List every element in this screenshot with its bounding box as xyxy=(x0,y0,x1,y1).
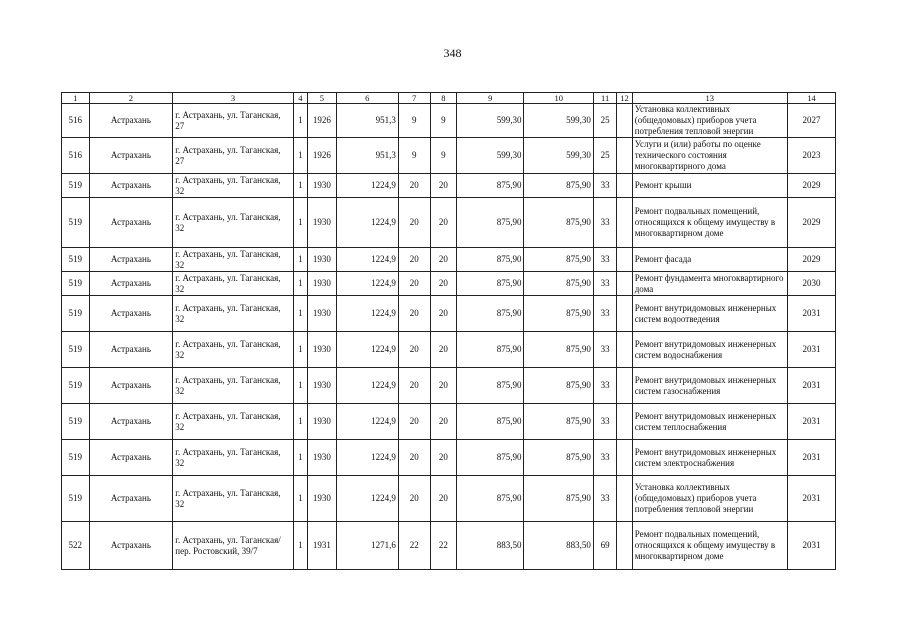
work-type-cell: Ремонт подвальных помещений, относящихся к общему имуществу в многоквартирном доме xyxy=(632,522,787,570)
column-number-1: 1 xyxy=(62,93,90,104)
total-area-cell: 1224,9 xyxy=(336,404,398,440)
municipality-cell: Астрахань xyxy=(89,440,173,476)
municipality-cell: Астрахань xyxy=(89,104,173,138)
col-4-cell: 1 xyxy=(293,404,307,440)
address-cell: г. Астрахань, ул. Таганская, 32 xyxy=(173,476,293,522)
col-7-cell: 20 xyxy=(398,272,430,296)
col-8-cell: 9 xyxy=(430,104,457,138)
col-10-cell: 599,30 xyxy=(524,104,593,138)
col-7-cell: 20 xyxy=(398,440,430,476)
table-row xyxy=(62,296,836,332)
address-cell: г. Астрахань, ул. Таганская, 32 xyxy=(173,440,293,476)
table-row xyxy=(62,368,836,404)
col-4-cell: 1 xyxy=(293,198,307,248)
year-built-cell: 1930 xyxy=(308,404,337,440)
col-7-cell: 20 xyxy=(398,248,430,272)
col-9-cell: 875,90 xyxy=(457,368,524,404)
col-10-cell: 875,90 xyxy=(524,248,593,272)
planned-year-cell: 2031 xyxy=(787,296,835,332)
year-built-cell: 1930 xyxy=(308,248,337,272)
col-8-cell: 20 xyxy=(430,332,457,368)
total-area-cell: 1224,9 xyxy=(336,368,398,404)
address-cell: г. Астрахань, ул. Таганская, 32 xyxy=(173,198,293,248)
col-4-cell: 1 xyxy=(293,272,307,296)
col-4-cell: 1 xyxy=(293,104,307,138)
col-9-cell: 875,90 xyxy=(457,248,524,272)
municipality-cell: Астрахань xyxy=(89,138,173,174)
municipality-cell: Астрахань xyxy=(89,272,173,296)
col-4-cell: 1 xyxy=(293,248,307,272)
column-number-14: 14 xyxy=(787,93,835,104)
planned-year-cell: 2029 xyxy=(787,174,835,198)
col-8-cell: 20 xyxy=(430,174,457,198)
address-cell: г. Астрахань, ул. Таганская, 32 xyxy=(173,368,293,404)
column-number-6: 6 xyxy=(336,93,398,104)
address-cell: г. Астрахань, ул. Таганская, 32 xyxy=(173,332,293,368)
work-type-cell: Ремонт внутридомовых инженерных систем электроснабжения xyxy=(632,440,787,476)
total-area-cell: 951,3 xyxy=(336,104,398,138)
object-number-cell: 519 xyxy=(62,174,90,198)
planned-year-cell: 2029 xyxy=(787,198,835,248)
col-8-cell: 22 xyxy=(430,522,457,570)
col-7-cell: 20 xyxy=(398,404,430,440)
col-8-cell: 20 xyxy=(430,198,457,248)
work-type-cell: Установка коллективных (общедомовых) приборов учета потребления тепловой энергии xyxy=(632,476,787,522)
col-10-cell: 875,90 xyxy=(524,368,593,404)
address-cell: г. Астрахань, ул. Таганская, 27 xyxy=(173,104,293,138)
col-12-cell xyxy=(617,174,632,198)
work-type-cell: Установка коллективных (общедомовых) приборов учета потребления тепловой энергии xyxy=(632,104,787,138)
year-built-cell: 1931 xyxy=(308,522,337,570)
column-number-13: 13 xyxy=(632,93,787,104)
column-number-8: 8 xyxy=(430,93,457,104)
col-8-cell: 20 xyxy=(430,476,457,522)
col-7-cell: 20 xyxy=(398,296,430,332)
col-7-cell: 9 xyxy=(398,104,430,138)
municipality-cell: Астрахань xyxy=(89,332,173,368)
column-number-11: 11 xyxy=(593,93,616,104)
year-built-cell: 1930 xyxy=(308,174,337,198)
municipality-cell: Астрахань xyxy=(89,368,173,404)
total-area-cell: 1224,9 xyxy=(336,174,398,198)
col-12-cell xyxy=(617,272,632,296)
year-built-cell: 1930 xyxy=(308,440,337,476)
work-type-cell: Ремонт внутридомовых инженерных систем водоотведения xyxy=(632,296,787,332)
col-11-cell: 33 xyxy=(593,248,616,272)
column-number-7: 7 xyxy=(398,93,430,104)
table-row xyxy=(62,248,836,272)
object-number-cell: 519 xyxy=(62,332,90,368)
table-row xyxy=(62,332,836,368)
col-11-cell: 69 xyxy=(593,522,616,570)
col-7-cell: 20 xyxy=(398,368,430,404)
col-4-cell: 1 xyxy=(293,440,307,476)
col-10-cell: 875,90 xyxy=(524,296,593,332)
col-4-cell: 1 xyxy=(293,522,307,570)
col-11-cell: 25 xyxy=(593,104,616,138)
col-12-cell xyxy=(617,476,632,522)
column-number-12: 12 xyxy=(617,93,632,104)
col-12-cell xyxy=(617,248,632,272)
col-12-cell xyxy=(617,104,632,138)
col-10-cell: 883,50 xyxy=(524,522,593,570)
col-4-cell: 1 xyxy=(293,476,307,522)
col-10-cell: 875,90 xyxy=(524,440,593,476)
object-number-cell: 519 xyxy=(62,440,90,476)
col-10-cell: 875,90 xyxy=(524,272,593,296)
table-row xyxy=(62,404,836,440)
col-11-cell: 33 xyxy=(593,404,616,440)
col-8-cell: 20 xyxy=(430,296,457,332)
table-row xyxy=(62,476,836,522)
col-10-cell: 875,90 xyxy=(524,404,593,440)
table-row xyxy=(62,174,836,198)
col-12-cell xyxy=(617,332,632,368)
col-8-cell: 20 xyxy=(430,404,457,440)
col-9-cell: 875,90 xyxy=(457,440,524,476)
year-built-cell: 1926 xyxy=(308,138,337,174)
col-11-cell: 33 xyxy=(593,368,616,404)
table-row xyxy=(62,522,836,570)
address-cell: г. Астрахань, ул. Таганская, 32 xyxy=(173,174,293,198)
total-area-cell: 1224,9 xyxy=(336,332,398,368)
col-11-cell: 33 xyxy=(593,198,616,248)
col-12-cell xyxy=(617,198,632,248)
municipality-cell: Астрахань xyxy=(89,198,173,248)
col-7-cell: 9 xyxy=(398,138,430,174)
table-row xyxy=(62,440,836,476)
object-number-cell: 516 xyxy=(62,104,90,138)
column-number-9: 9 xyxy=(457,93,524,104)
col-10-cell: 599,30 xyxy=(524,138,593,174)
col-11-cell: 25 xyxy=(593,138,616,174)
col-4-cell: 1 xyxy=(293,174,307,198)
planned-year-cell: 2023 xyxy=(787,138,835,174)
total-area-cell: 1224,9 xyxy=(336,248,398,272)
total-area-cell: 1224,9 xyxy=(336,272,398,296)
year-built-cell: 1930 xyxy=(308,476,337,522)
col-4-cell: 1 xyxy=(293,332,307,368)
col-7-cell: 22 xyxy=(398,522,430,570)
col-10-cell: 875,90 xyxy=(524,174,593,198)
column-number-10: 10 xyxy=(524,93,593,104)
column-number-4: 4 xyxy=(293,93,307,104)
col-11-cell: 33 xyxy=(593,296,616,332)
object-number-cell: 519 xyxy=(62,272,90,296)
col-9-cell: 875,90 xyxy=(457,476,524,522)
planned-year-cell: 2029 xyxy=(787,248,835,272)
col-9-cell: 875,90 xyxy=(457,272,524,296)
planned-year-cell: 2031 xyxy=(787,440,835,476)
work-type-cell: Ремонт внутридомовых инженерных систем газоснабжения xyxy=(632,368,787,404)
col-8-cell: 20 xyxy=(430,368,457,404)
table-row xyxy=(62,104,836,138)
address-cell: г. Астрахань, ул. Таганская, 27 xyxy=(173,138,293,174)
work-type-cell: Ремонт внутридомовых инженерных систем теплоснабжения xyxy=(632,404,787,440)
col-10-cell: 875,90 xyxy=(524,332,593,368)
work-type-cell: Услуги и (или) работы по оценке технического состояния многоквартирного дома xyxy=(632,138,787,174)
col-11-cell: 33 xyxy=(593,332,616,368)
col-10-cell: 875,90 xyxy=(524,476,593,522)
address-cell: г. Астрахань, ул. Таганская, 32 xyxy=(173,248,293,272)
object-number-cell: 522 xyxy=(62,522,90,570)
col-12-cell xyxy=(617,440,632,476)
col-9-cell: 599,30 xyxy=(457,104,524,138)
col-4-cell: 1 xyxy=(293,138,307,174)
object-number-cell: 519 xyxy=(62,368,90,404)
municipality-cell: Астрахань xyxy=(89,476,173,522)
total-area-cell: 1224,9 xyxy=(336,476,398,522)
col-11-cell: 33 xyxy=(593,174,616,198)
col-9-cell: 875,90 xyxy=(457,174,524,198)
col-4-cell: 1 xyxy=(293,296,307,332)
planned-year-cell: 2031 xyxy=(787,404,835,440)
object-number-cell: 519 xyxy=(62,296,90,332)
col-7-cell: 20 xyxy=(398,174,430,198)
year-built-cell: 1930 xyxy=(308,332,337,368)
year-built-cell: 1930 xyxy=(308,368,337,404)
work-type-cell: Ремонт фасада xyxy=(632,248,787,272)
column-number-2: 2 xyxy=(89,93,173,104)
column-number-5: 5 xyxy=(308,93,337,104)
col-9-cell: 875,90 xyxy=(457,198,524,248)
year-built-cell: 1930 xyxy=(308,272,337,296)
col-9-cell: 883,50 xyxy=(457,522,524,570)
col-11-cell: 33 xyxy=(593,440,616,476)
col-10-cell: 875,90 xyxy=(524,198,593,248)
col-12-cell xyxy=(617,368,632,404)
col-9-cell: 875,90 xyxy=(457,332,524,368)
planned-year-cell: 2031 xyxy=(787,476,835,522)
municipality-cell: Астрахань xyxy=(89,174,173,198)
col-12-cell xyxy=(617,522,632,570)
object-number-cell: 519 xyxy=(62,476,90,522)
object-number-cell: 519 xyxy=(62,404,90,440)
address-cell: г. Астрахань, ул. Таганская, 32 xyxy=(173,404,293,440)
work-type-cell: Ремонт внутридомовых инженерных систем водоснабжения xyxy=(632,332,787,368)
col-9-cell: 875,90 xyxy=(457,296,524,332)
table-body xyxy=(62,104,836,570)
col-8-cell: 9 xyxy=(430,138,457,174)
col-9-cell: 875,90 xyxy=(457,404,524,440)
object-number-cell: 519 xyxy=(62,248,90,272)
column-number-row xyxy=(62,93,836,104)
col-9-cell: 599,30 xyxy=(457,138,524,174)
work-type-cell: Ремонт фундамента многоквартирного дома xyxy=(632,272,787,296)
col-7-cell: 20 xyxy=(398,476,430,522)
year-built-cell: 1930 xyxy=(308,198,337,248)
col-12-cell xyxy=(617,296,632,332)
col-12-cell xyxy=(617,404,632,440)
municipality-cell: Астрахань xyxy=(89,296,173,332)
col-11-cell: 33 xyxy=(593,272,616,296)
address-cell: г. Астрахань, ул. Таганская, 32 xyxy=(173,296,293,332)
municipality-cell: Астрахань xyxy=(89,248,173,272)
total-area-cell: 1224,9 xyxy=(336,296,398,332)
planned-year-cell: 2030 xyxy=(787,272,835,296)
col-8-cell: 20 xyxy=(430,248,457,272)
column-number-3: 3 xyxy=(173,93,293,104)
work-type-cell: Ремонт крыши xyxy=(632,174,787,198)
year-built-cell: 1926 xyxy=(308,104,337,138)
col-8-cell: 20 xyxy=(430,440,457,476)
address-cell: г. Астрахань, ул. Таганская, 32 xyxy=(173,272,293,296)
table-row xyxy=(62,198,836,248)
col-7-cell: 20 xyxy=(398,198,430,248)
object-number-cell: 519 xyxy=(62,198,90,248)
year-built-cell: 1930 xyxy=(308,296,337,332)
planned-year-cell: 2031 xyxy=(787,368,835,404)
col-7-cell: 20 xyxy=(398,332,430,368)
address-cell: г. Астрахань, ул. Таганская/пер. Ростовский, 39/7 xyxy=(173,522,293,570)
total-area-cell: 1271,6 xyxy=(336,522,398,570)
planned-year-cell: 2031 xyxy=(787,332,835,368)
total-area-cell: 951,3 xyxy=(336,138,398,174)
planned-year-cell: 2031 xyxy=(787,522,835,570)
total-area-cell: 1224,9 xyxy=(336,198,398,248)
col-11-cell: 33 xyxy=(593,476,616,522)
capital-repair-table xyxy=(61,92,836,570)
col-12-cell xyxy=(617,138,632,174)
page-number: 348 xyxy=(443,46,462,60)
planned-year-cell: 2027 xyxy=(787,104,835,138)
table-row xyxy=(62,272,836,296)
work-type-cell: Ремонт подвальных помещений, относящихся к общему имуществу в многоквартирном доме xyxy=(632,198,787,248)
object-number-cell: 516 xyxy=(62,138,90,174)
table-row xyxy=(62,138,836,174)
col-4-cell: 1 xyxy=(293,368,307,404)
municipality-cell: Астрахань xyxy=(89,404,173,440)
municipality-cell: Астрахань xyxy=(89,522,173,570)
col-8-cell: 20 xyxy=(430,272,457,296)
total-area-cell: 1224,9 xyxy=(336,440,398,476)
